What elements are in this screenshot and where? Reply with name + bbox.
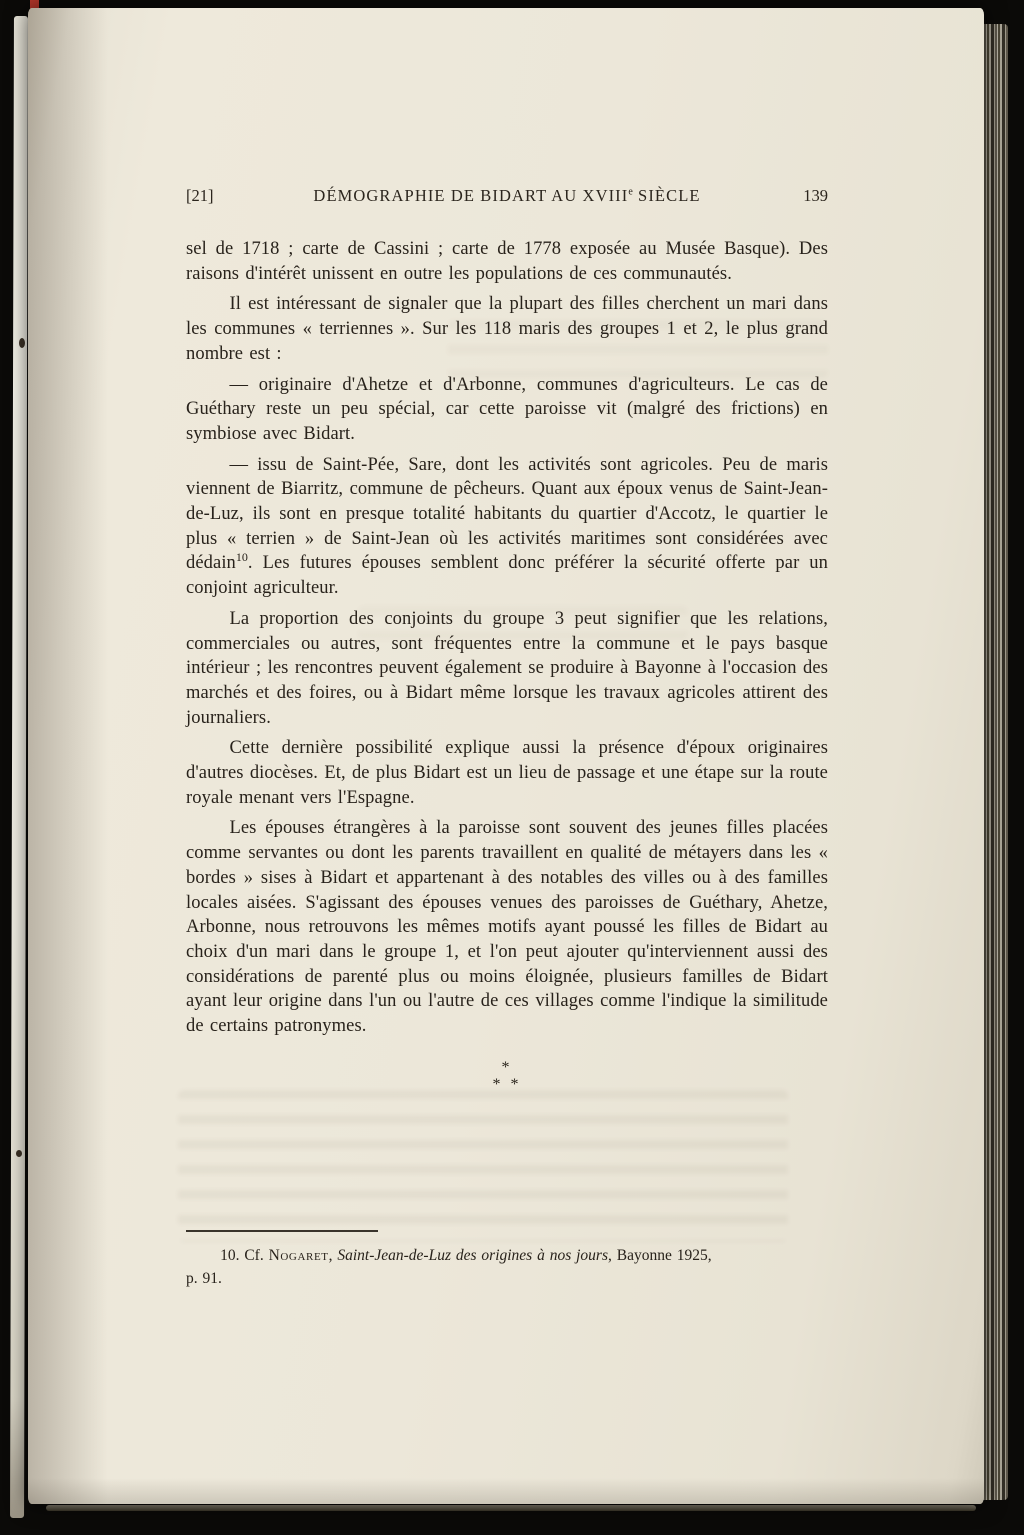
bleedthrough-ghost: [178, 1090, 788, 1242]
paragraph: — originaire d'Ahetze et d'Arbonne, communes d'agriculteurs. Le cas de Guéthary reste un peu spécial, car cette paroisse vit (malgré des frictions) en symbiose avec Bidart.: [186, 374, 828, 444]
paragraph-text: . Les futures épouses semblent donc préférer la sécurité offerte par un conjoint agriculteur.: [186, 553, 828, 599]
running-header: [186, 186, 828, 206]
footnote-reference: 10: [235, 550, 248, 565]
section-divider: [186, 1059, 828, 1093]
page-number: 139: [803, 186, 828, 205]
asterisk-pair: * *: [492, 1075, 522, 1093]
binding-mark: [16, 1150, 22, 1157]
book-page: [28, 8, 984, 1504]
facing-page-edge: [10, 16, 28, 1518]
page-content: [186, 186, 828, 1093]
running-title-superscript: e: [628, 186, 633, 198]
footnote-tail: , Bayonne 1925,: [608, 1247, 712, 1264]
asterisk-top: *: [501, 1058, 513, 1076]
paragraph: Cette dernière possibilité explique aussi la présence d'époux originaires d'autres diocèses. Et, de plus Bidart est un lieu de passage et une étape sur la route royale menant vers l'Espagne.: [186, 738, 828, 808]
body-text: [186, 237, 828, 1039]
paragraph: sel de 1718 ; carte de Cassini ; carte de 1778 exposée au Musée Basque). Des raisons d'intérêt unissent en outre les populations de ces communautés.: [186, 239, 828, 284]
paragraph-text: — issu de Saint-Pée, Sare, dont les activités sont agricoles. Peu de maris viennent de Biarritz, commune de pêcheurs. Quant aux époux venus de Saint-Jean-de-Luz, ils sont en presque totalité habitants du quartier d'Accotz, le quartier le plus « terrien » de Saint-Jean où les activités maritimes sont considérées avec dédain: [186, 454, 828, 574]
running-title-tail: SIÈCLE: [632, 186, 701, 205]
paragraph: Les épouses étrangères à la paroisse sont souvent des jeunes filles placées comme servantes ou dont les parents travaillent en qualité de métayers dans les « bordes » sises à Bidart et appartenant à des notables des villes ou à des familles locales aisées. S'agissant des épouses venues des paroisses de Guéthary, Ahetze, Arbonne, nous retrouvons les mêmes motifs ayant poussé les filles de Bidart au choix d'un mari dans le groupe 1, et l'on peut ajouter qu'interviennent aussi des considérations de parenté plus ou moins éloignée, plusieurs familles de Bidart ayant leur origine dans l'un ou l'autre de ces villages comme l'indique la similitude de certains patronymes.: [186, 818, 828, 1037]
paragraph: La proportion des conjoints du groupe 3 peut signifier que les relations, commerciales ou autres, sont fréquentes entre la commune et le pays basque intérieur ; les rencontres peuvent également se produire à Bayonne à l'occasion des marchés et des foires, ou à Bidart même lorsque les travaux agricoles attirent des journaliers.: [186, 608, 828, 728]
running-title: [278, 186, 736, 206]
page-stack-edge: [983, 24, 1008, 1500]
margin-reference: [21]: [186, 186, 214, 205]
footnote-rule: [186, 1230, 378, 1232]
page-bottom-edge: [46, 1505, 976, 1511]
footnote-text: [186, 1244, 830, 1290]
footnote-page-ref: p. 91.: [186, 1270, 222, 1287]
running-title-main: DÉMOGRAPHIE DE BIDART AU XVIII: [313, 186, 629, 205]
paragraph: Il est intéressant de signaler que la plupart des filles cherchent un mari dans les communes « terriennes ». Sur les 118 maris des groupes 1 et 2, le plus grand nombre est :: [186, 294, 828, 364]
footnote-lead: 10. Cf.: [220, 1247, 269, 1264]
footnote: [186, 1230, 830, 1290]
binding-mark: [19, 338, 25, 348]
paragraph: [186, 453, 828, 601]
footnote-author: Nogaret: [268, 1247, 329, 1264]
footnote-work-title: Saint-Jean-de-Luz des origines à nos jours: [337, 1247, 608, 1264]
footnote-separator: ,: [328, 1247, 338, 1264]
